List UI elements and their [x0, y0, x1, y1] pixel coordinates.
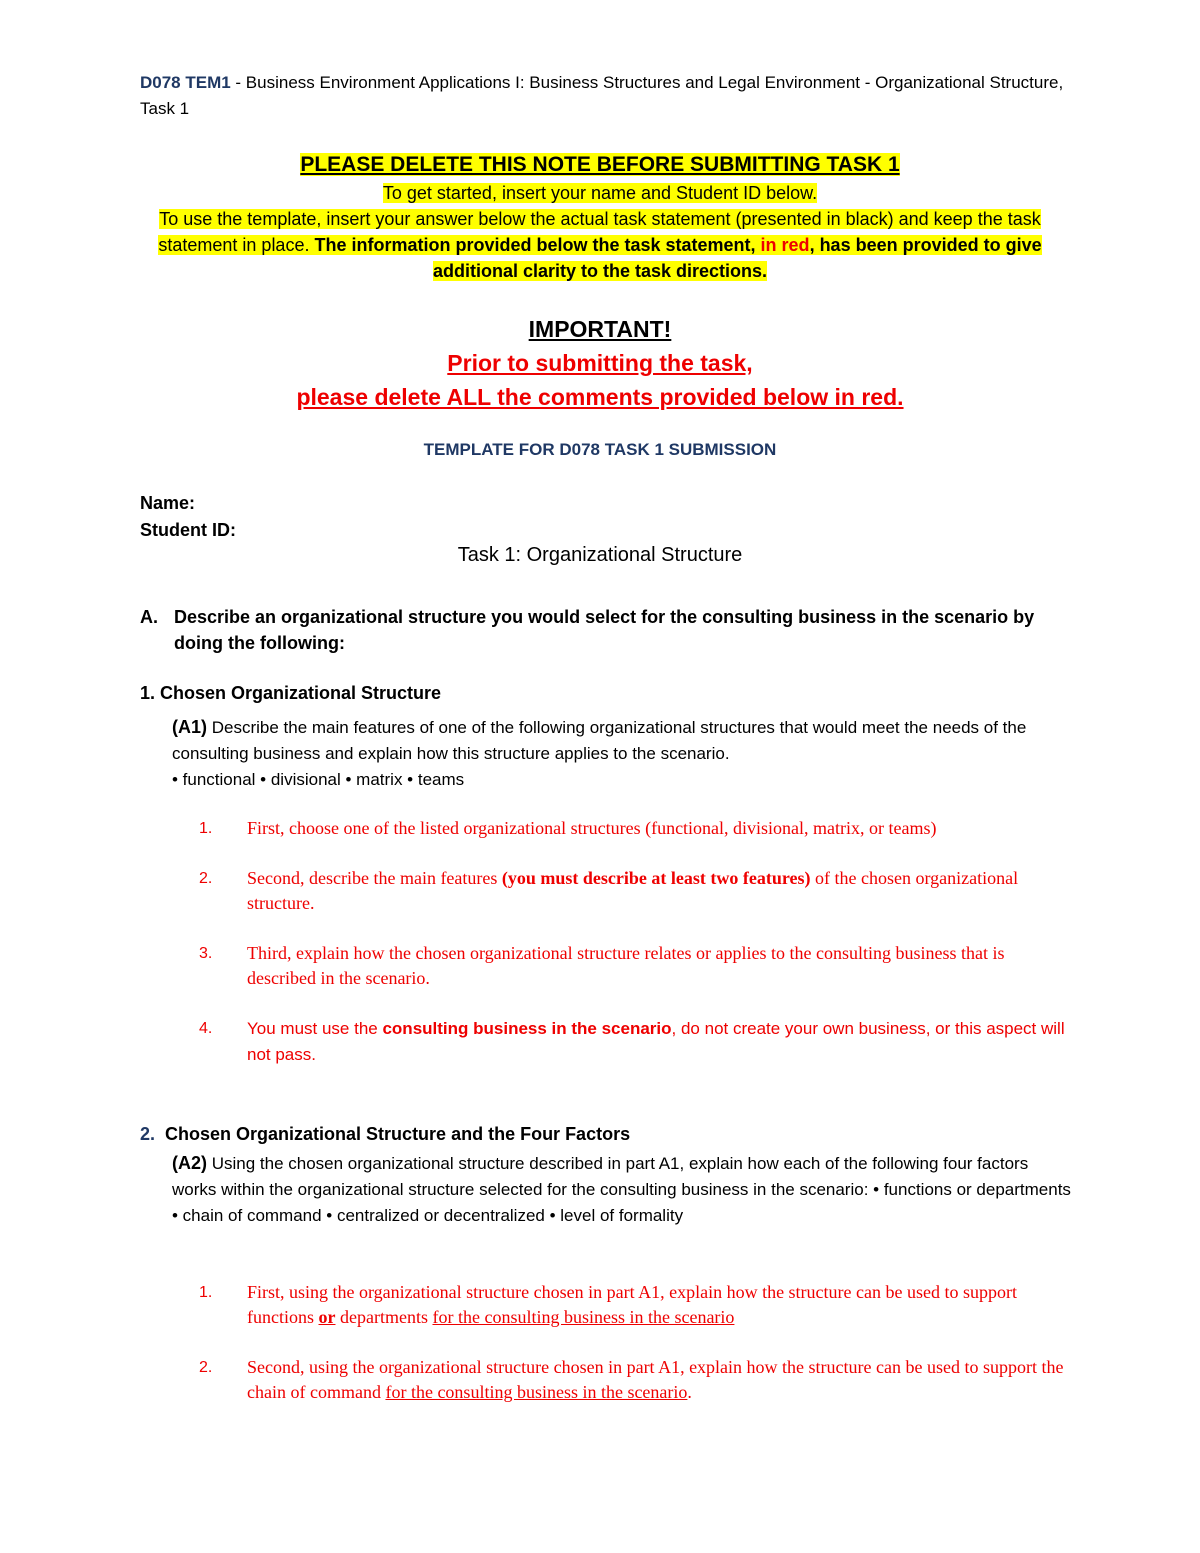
part1-tag: (A1) — [172, 717, 207, 737]
part1-instructions — [200, 816, 1070, 1068]
list-item: 3. Third, explain how the chosen organizational structure relates or applies to the consulting business that is described in the scenario. — [199, 943, 1005, 988]
delete-note — [140, 150, 1060, 284]
section-a-letter: A. — [140, 607, 158, 627]
important-heading: IMPORTANT! — [528, 316, 672, 342]
section-a-text: Describe an organizational structure you would select for the consulting business in the scenario by doing the following: — [174, 607, 1035, 653]
part2-number: 2. — [140, 1124, 156, 1144]
part1-heading: 1. Chosen Organizational Structure — [140, 683, 442, 703]
note-line-2: To use the template, insert your answer below the actual task statement (presented in black) and keep the task statement in place. The information provided below the task statement, in red, has been provided to give additional clarity to the task directions. — [158, 209, 1042, 281]
course-code: D078 TEM1 — [140, 73, 231, 92]
student-id-label: Student ID: — [140, 520, 236, 540]
part1-text: Describe the main features of one of the following organizational structures that would meet the needs of the consulting business and explain how this structure applies to the scenario. — [172, 718, 1027, 763]
part1-description — [172, 714, 1072, 793]
important-line-2: please delete ALL the comments provided below in red. — [296, 384, 904, 410]
list-item: 1. First, choose one of the listed organizational structures (functional, divisional, matrix, or teams) — [199, 818, 937, 838]
task-title: Task 1: Organizational Structure — [457, 544, 743, 566]
part2-instructions — [200, 1280, 1070, 1405]
list-item: 2. Second, using the organizational structure chosen in part A1, explain how the structure can be used to support the chain of command for the consulting business in the scenario. — [199, 1357, 1064, 1402]
header-course-title: - Business Environment Applications I: Business Structures and Legal Environment - Organizational Structure, Task 1 — [140, 73, 1064, 118]
name-label: Name: — [140, 493, 196, 513]
important-notice — [140, 312, 1060, 414]
note-title: PLEASE DELETE THIS NOTE BEFORE SUBMITTING TASK 1 — [300, 153, 900, 176]
list-item: 1. First, using the organizational structure chosen in part A1, explain how the structure can be used to support functions or departments for the consulting business in the scenario — [199, 1282, 1017, 1327]
section-a — [140, 604, 1070, 656]
part2-tag: (A2) — [172, 1153, 207, 1173]
document-header — [140, 70, 1080, 122]
list-item: 4. You must use the consulting business in the scenario, do not create your own business, or this aspect will not pass. — [199, 1019, 1065, 1064]
part2-text: Using the chosen organizational structure described in part A1, explain how each of the following four factors works within the organizational structure selected for the consulting business in the scenario: • functions or departments • chain of command • centralized or decentralized • level of formality — [172, 1154, 1071, 1225]
important-line-1: Prior to submitting the task, — [447, 350, 753, 376]
part2-description — [172, 1150, 1072, 1229]
note-line-1: To get started, insert your name and Student ID below. — [382, 183, 818, 203]
part2-heading: 2. Chosen Organizational Structure and the Four Factors — [140, 1124, 631, 1144]
template-title: TEMPLATE FOR D078 TASK 1 SUBMISSION — [423, 440, 777, 459]
list-item: 2. Second, describe the main features (you must describe at least two features) of the chosen organizational structure. — [199, 868, 1019, 913]
identity-block — [140, 490, 236, 544]
part1-options: • functional • divisional • matrix • teams — [172, 770, 465, 789]
